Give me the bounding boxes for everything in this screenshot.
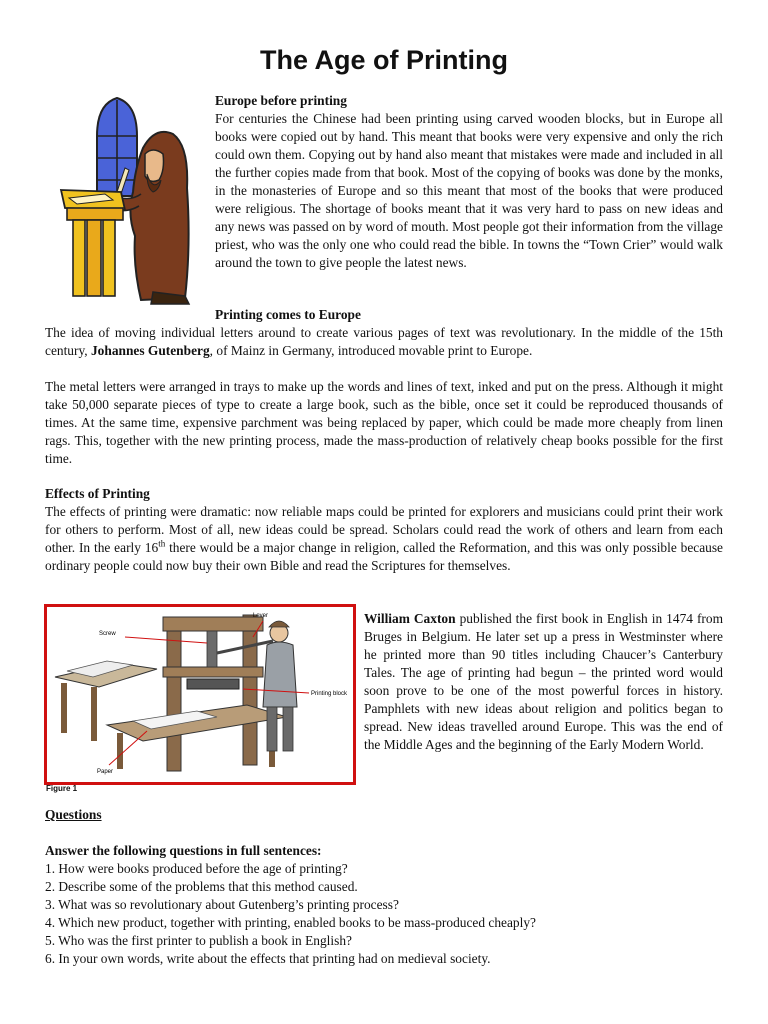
questions-section [45,806,723,968]
section-paragraph: The metal letters were arranged in trays to make up the words and lines of text, inked and put on the press. Although it might take 50,000 separate pieces of type to create a large book, such as the bible, once set it could be reproduced thousands of times. At the same time, expensive parchment was being replaced by paper, which could be made more cheaply from linen rags. This, together with the new printing process, made the mass-production of relatively cheap books possible for the first time. [45,379,723,466]
gutenberg-name: Johannes Gutenberg [90,343,210,358]
question-item: 6. In your own words, write about the effects that printing had on medieval society. [45,951,491,966]
question-item: 1. How were books produced before the age of printing? [45,861,348,876]
section-heading: Effects of Printing [45,486,150,501]
section-effects-of-printing [45,485,723,575]
question-item: 3. What was so revolutionary about Gutenberg’s printing process? [45,897,399,912]
paragraph-text: The idea of moving individual letters around to create various pages of text was revolutionary. In the middle of the 15th century, [45,325,723,358]
section-europe-before-printing [215,92,723,272]
section-paragraph [45,324,723,360]
section-printing-comes-to-europe [45,306,723,468]
question-item: 2. Describe some of the problems that this method caused. [45,879,358,894]
page-title: The Age of Printing [260,45,508,75]
paragraph-text: there would be a major change in religion, called the Reformation, and this was only possible because ordinary people could now buy their own Bible and read the Scriptures for themselves. [45,540,723,573]
figure-label-paper: Paper [97,769,114,775]
figure-caption: Figure 1 [46,784,78,793]
section-paragraph [364,610,723,754]
printing-press-figure [44,604,356,785]
figure-label-screw: Screw [99,631,116,637]
question-item: 4. Which new product, together with printing, enabled books to be mass-produced cheaply? [45,915,536,930]
section-heading: Printing comes to Europe [215,307,361,322]
printing-press-illustration [47,607,353,782]
paragraph-text: , of Mainz in Germany, introduced movable print to Europe. [209,343,533,358]
paragraph-text: published the first book in English in 1474 from Bruges in Belgium. He later set up a press in Westminster where he printed more than 90 titles including Chaucer’s Canterbury Tales. The age of printing had begun – the printed word would soon prove to be one of the most powerful forces in history. Pamphlets with new ideas about religion and politics began to spread. New ideas travelled around Europe. This was the end of the Middle Ages and the beginning of the Early Modern World. [364,611,723,752]
section-william-caxton [364,610,723,754]
figure-label-printing-block: Printing block [311,691,348,697]
section-heading: Europe before printing [215,93,347,108]
section-body: For centuries the Chinese had been printing using carved wooden blocks, but in Europe all books were copied out by hand. This meant that books were very expensive and only the rich could own them. Copying out by hand also meant that mistakes were made and included in all the further copies made from that book. Most of the copying of books was done by the monks, in the monasteries of Europe and so this meant that most of the books that were produced were religious. The shortage of books meant that it was very hard to pass on new ideas and any news was passed on by word of mouth. Most people got their information from the village priest, who was the only one who could read the bible. In towns the “Town Crier” would walk around the town to give people the latest news. [215,111,723,270]
monk-scribe-illustration [55,96,195,311]
questions-heading: Questions [45,807,102,822]
caxton-name: William Caxton [364,611,456,626]
superscript: th [158,538,166,549]
question-item: 5. Who was the first printer to publish a book in English? [45,933,352,948]
section-paragraph [45,503,723,575]
paragraph-text: The effects of printing were dramatic: now reliable maps could be printed for explorers and musicians could print their work for others to perform. Most of all, new ideas could be spread. Scholars could read the work of others and learn from each other. In the early 16 [45,504,723,555]
figure-label-lever: Lever [253,613,269,619]
questions-instruction: Answer the following questions in full sentences: [45,843,322,858]
